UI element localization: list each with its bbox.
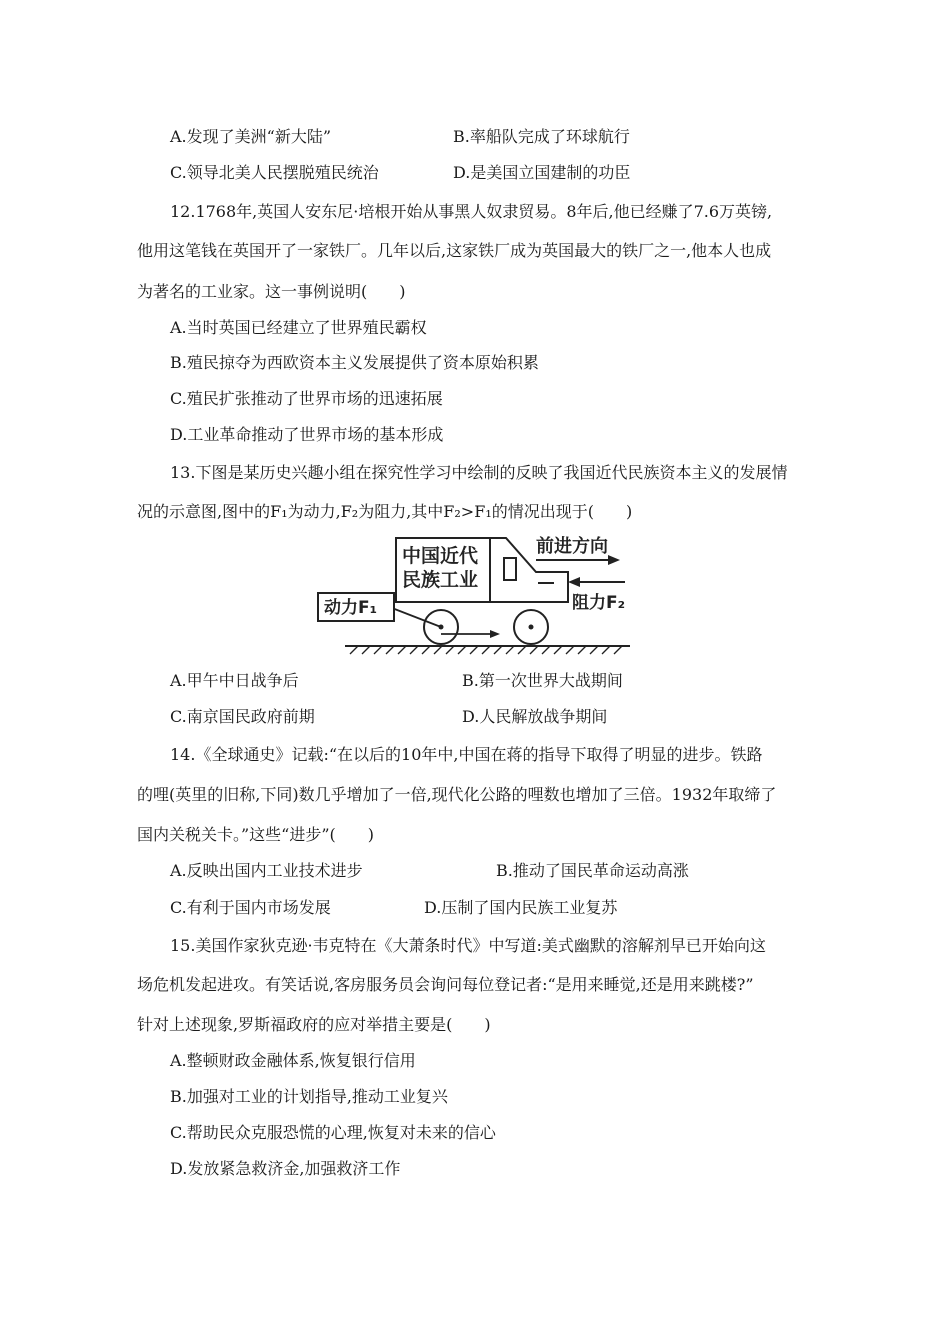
direction-label: 前进方向 bbox=[536, 536, 608, 557]
q15-stem-line-3: 针对上述现象,罗斯福政府的应对举措主要是( ) bbox=[137, 1015, 491, 1034]
truck-label-1: 中国近代 bbox=[402, 545, 479, 567]
q13-stem-line-2: 况的示意图,图中的F₁为动力,F₂为阻力,其中F₂>F₁的情况出现于( ) bbox=[137, 502, 633, 521]
q15-option-d: D.发放紧急救济金,加强救济工作 bbox=[170, 1159, 401, 1178]
q12-option-a: A.当时英国已经建立了世界殖民霸权 bbox=[170, 318, 427, 337]
q13-option-d: D.人民解放战争期间 bbox=[462, 707, 608, 726]
ground-hatching bbox=[350, 646, 622, 654]
q12-option-c: C.殖民扩张推动了世界市场的迅速拓展 bbox=[170, 389, 443, 408]
force2-label: 阻力F₂ bbox=[572, 593, 626, 613]
q13-option-c: C.南京国民政府前期 bbox=[170, 707, 315, 726]
q14-option-a: A.反映出国内工业技术进步 bbox=[170, 861, 363, 880]
q11-option-d: D.是美国立国建制的功臣 bbox=[453, 163, 631, 182]
q14-stem-line-1: 14.《全球通史》记载:“在以后的10年中,中国在蒋的指导下取得了明显的进步。铁路 bbox=[170, 745, 763, 764]
q11-option-c: C.领导北美人民摆脱殖民统治 bbox=[170, 163, 379, 182]
q15-option-c: C.帮助民众克服恐慌的心理,恢复对未来的信心 bbox=[170, 1123, 496, 1142]
force1-label: 动力F₁ bbox=[324, 598, 378, 618]
q13-option-b: B.第一次世界大战期间 bbox=[462, 671, 623, 690]
q12-option-b: B.殖民掠夺为西欧资本主义发展提供了资本原始积累 bbox=[170, 353, 539, 372]
front-wheel-hub bbox=[529, 625, 534, 630]
q12-stem-line-1: 12.1768年,英国人安东尼·培根开始从事黑人奴隶贸易。8年后,他已经赚了7.6万英镑, bbox=[170, 202, 773, 221]
q11-option-b: B.率船队完成了环球航行 bbox=[453, 127, 630, 146]
force2-arrowhead bbox=[568, 577, 580, 587]
q11-option-a: A.发现了美洲“新大陆” bbox=[170, 127, 332, 146]
q12-stem-line-2: 他用这笔钱在英国开了一家铁厂。几年以后,这家铁厂成为英国最大的铁厂之一,他本人也成 bbox=[137, 241, 772, 260]
q14-stem-line-2: 的哩(英里的旧称,下同)数几乎增加了一倍,现代化公路的哩数也增加了三倍。1932年取缔了 bbox=[137, 785, 777, 804]
q15-stem-line-1: 15.美国作家狄克逊·韦克特在《大萧条时代》中写道:美式幽默的溶解剂早已开始向这 bbox=[170, 936, 766, 955]
q12-stem-line-3: 为著名的工业家。这一事例说明( ) bbox=[137, 282, 406, 301]
q12-option-d: D.工业革命推动了世界市场的基本形成 bbox=[170, 425, 444, 444]
q14-option-d: D.压制了国内民族工业复苏 bbox=[424, 898, 618, 917]
q13-option-a: A.甲午中日战争后 bbox=[170, 671, 299, 690]
direction-arrowhead bbox=[608, 555, 620, 565]
truck-label-2: 民族工业 bbox=[402, 569, 479, 591]
q15-option-a: A.整顿财政金融体系,恢复银行信用 bbox=[170, 1051, 416, 1070]
q15-stem-line-2: 场危机发起进攻。有笑话说,客房服务员会询问每位登记者:“是用来睡觉,还是用来跳楼?” bbox=[137, 975, 754, 994]
q14-option-b: B.推动了国民革命运动高涨 bbox=[496, 861, 689, 880]
force1-arrowhead bbox=[490, 630, 500, 638]
q13-stem-line-1: 13.下图是某历史兴趣小组在探究性学习中绘制的反映了我国近代民族资本主义的发展情 bbox=[170, 463, 788, 482]
q14-option-c: C.有利于国内市场发展 bbox=[170, 898, 331, 917]
q15-option-b: B.加强对工业的计划指导,推动工业复兴 bbox=[170, 1087, 448, 1106]
q14-stem-line-3: 国内关税关卡。”这些“进步”( ) bbox=[137, 825, 375, 844]
force-diagram bbox=[310, 528, 650, 658]
